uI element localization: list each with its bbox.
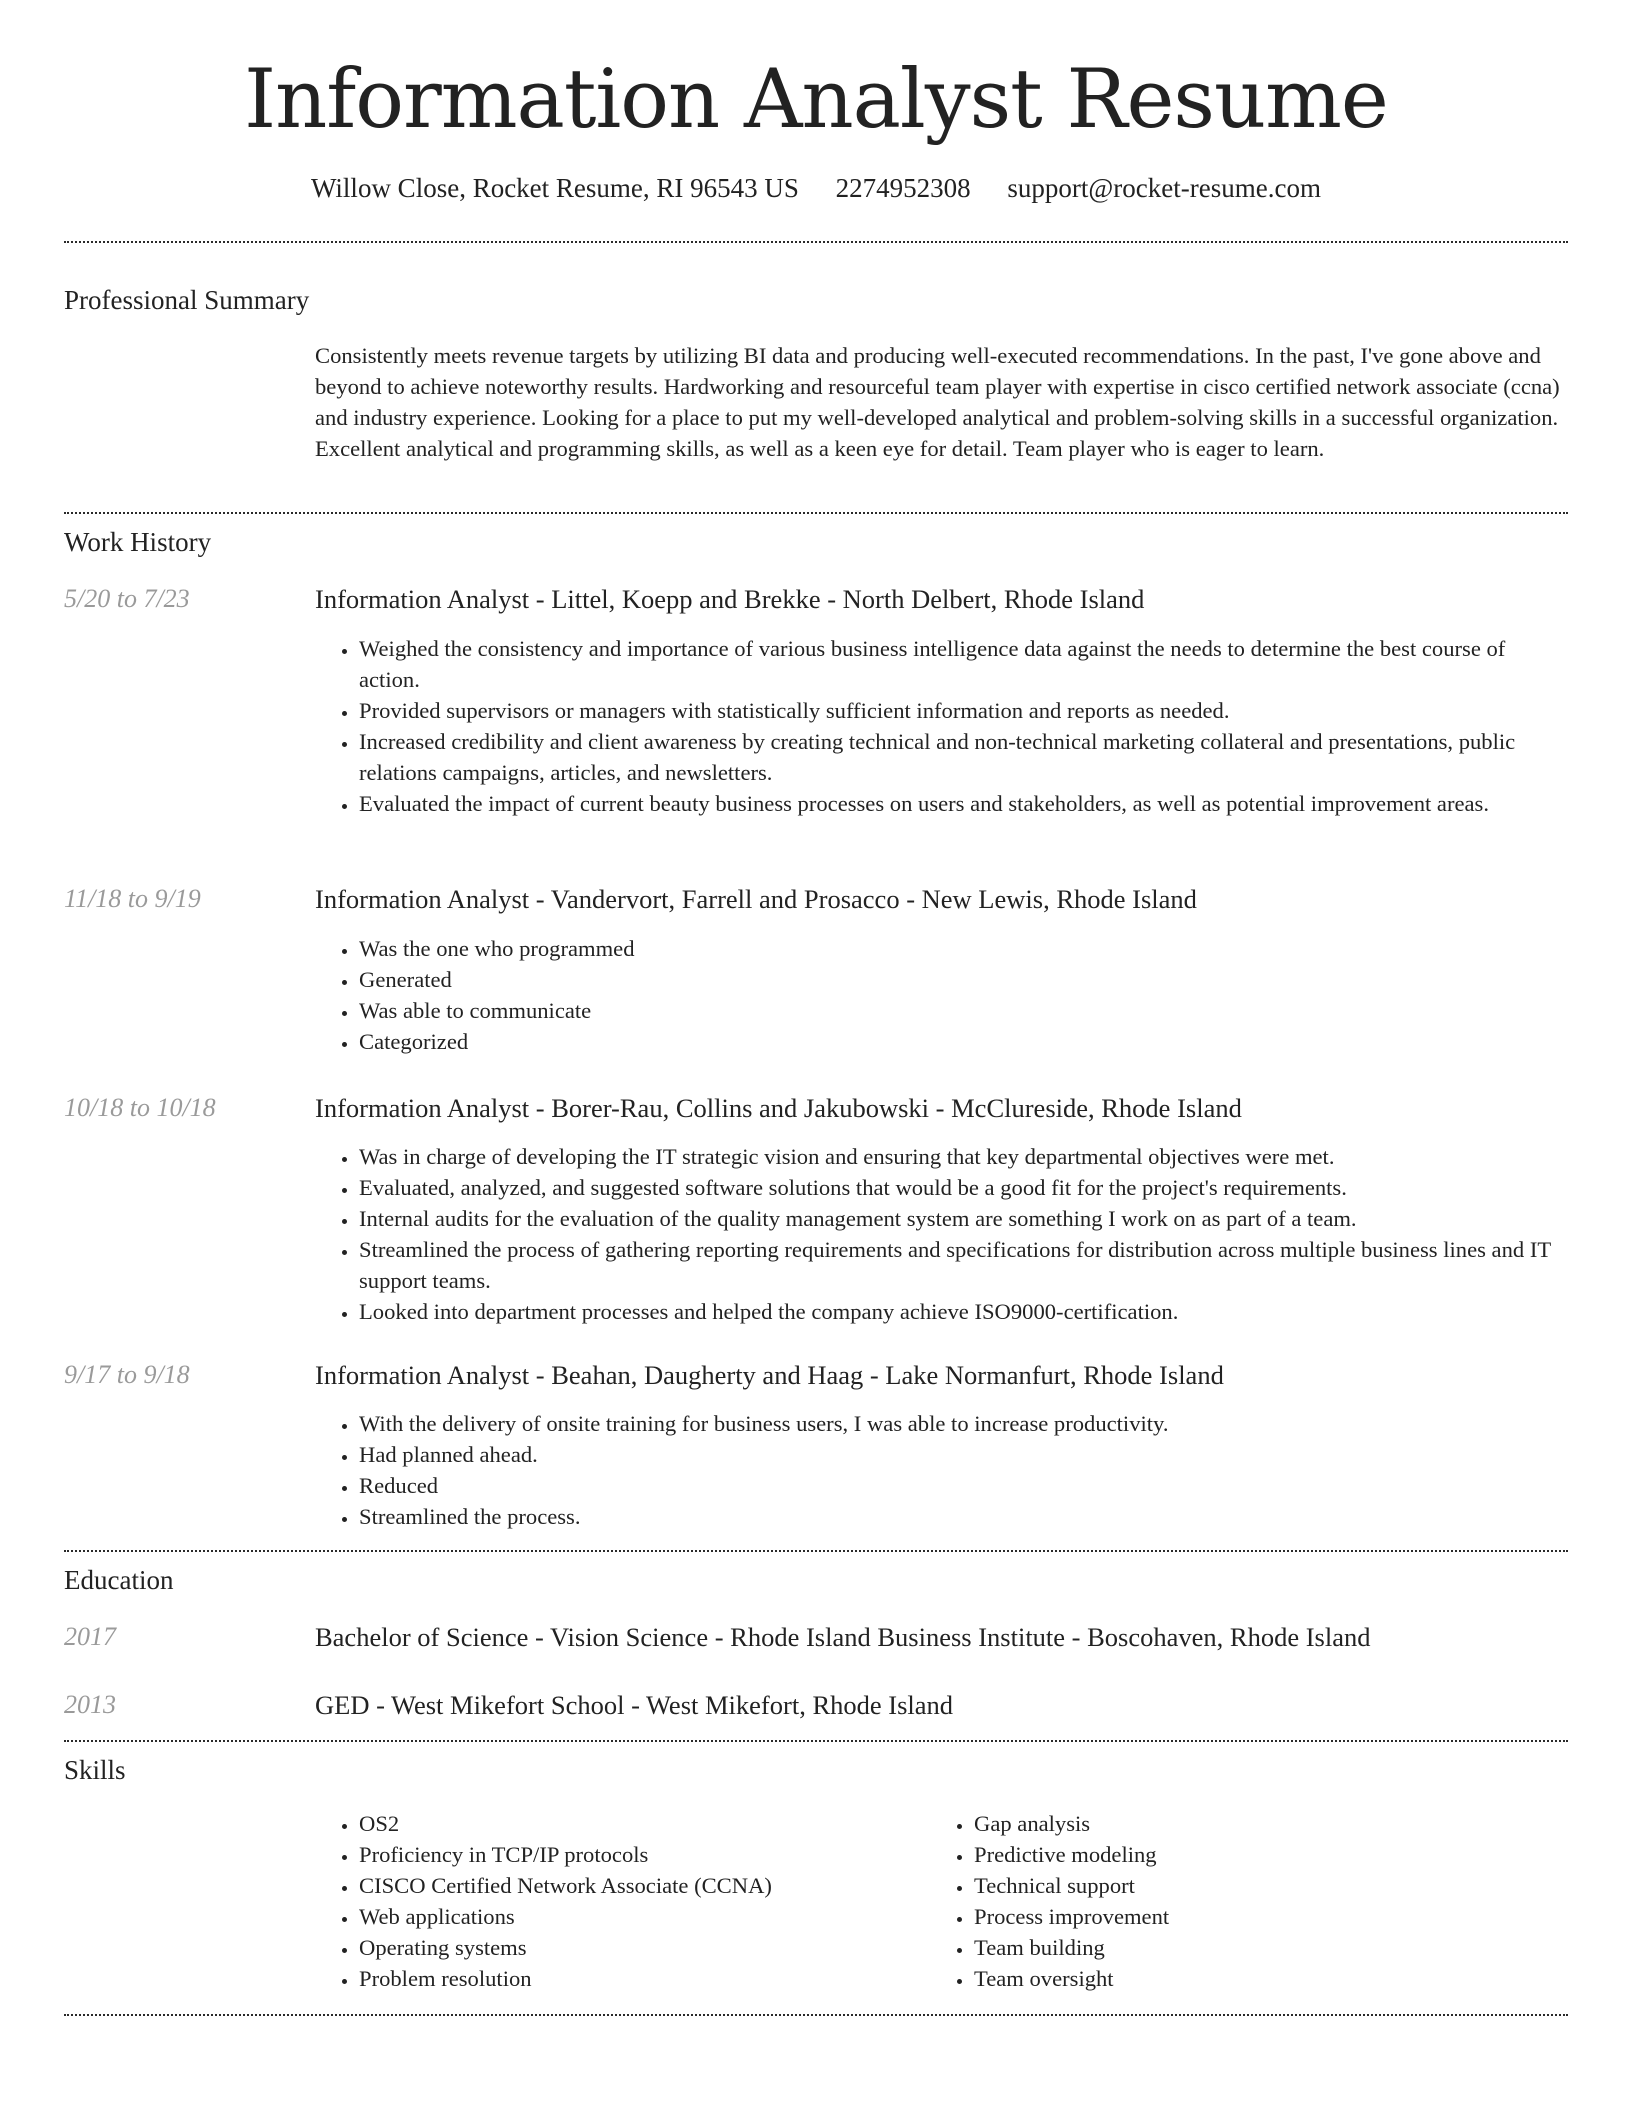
- job-bullet: • Reduced: [359, 1470, 1568, 1501]
- job-dates: 10/18 to 10/18: [64, 1093, 216, 1122]
- job-bullet: • Categorized: [359, 1026, 1568, 1057]
- skill-item: • Gap analysis: [974, 1808, 1534, 1839]
- education-year: 2017: [64, 1622, 116, 1651]
- skill-item: • Team building: [974, 1932, 1534, 1963]
- job-dates: 11/18 to 9/19: [64, 884, 201, 913]
- skill-item: • Web applications: [359, 1901, 919, 1932]
- education-heading: GED - West Mikefort School - West Mikefort, Rhode Island: [315, 1690, 954, 1720]
- job-bullet-list: [315, 933, 1568, 1057]
- skill-item: • Operating systems: [359, 1932, 919, 1963]
- contact-email: support@rocket-resume.com: [1007, 173, 1321, 203]
- skill-item: • Problem resolution: [359, 1963, 919, 1994]
- divider: [64, 2014, 1568, 2016]
- job-bullet: • Was able to communicate: [359, 995, 1568, 1026]
- job-bullet-list: [315, 1408, 1568, 1532]
- skill-item: • Technical support: [974, 1870, 1534, 1901]
- job-bullet: • Increased credibility and client awareness by creating technical and non-technical marketing collateral and presentations, public relations campaigns, articles, and newsletters.: [359, 726, 1568, 788]
- job-heading: Information Analyst - Littel, Koepp and Brekke - North Delbert, Rhode Island: [315, 584, 1145, 614]
- divider: [64, 1550, 1568, 1552]
- section-title-education: Education: [64, 1565, 174, 1595]
- job-bullet-list: [315, 1141, 1568, 1327]
- section-title-work-history: Work History: [64, 527, 212, 557]
- job-heading: Information Analyst - Borer-Rau, Collins and Jakubowski - McClureside, Rhode Island: [315, 1093, 1242, 1123]
- job-bullet: • With the delivery of onsite training for business users, I was able to increase productivity.: [359, 1408, 1568, 1439]
- contact-address: Willow Close, Rocket Resume, RI 96543 US: [311, 173, 799, 203]
- skills-list-left: [315, 1808, 919, 1994]
- divider: [64, 241, 1568, 243]
- job-bullet: • Evaluated the impact of current beauty business processes on users and stakeholders, as well as potential improvement areas.: [359, 788, 1568, 819]
- skill-item: • Team oversight: [974, 1963, 1534, 1994]
- job-bullet: • Weighed the consistency and importance of various business intelligence data against the needs to determine the best course of action.: [359, 633, 1568, 695]
- skills-list-right: [930, 1808, 1534, 1994]
- skill-item: • Predictive modeling: [974, 1839, 1534, 1870]
- job-bullet: • Was the one who programmed: [359, 933, 1568, 964]
- skill-item: • CISCO Certified Network Associate (CCNA): [359, 1870, 919, 1901]
- job-bullet: • Had planned ahead.: [359, 1439, 1568, 1470]
- skill-item: • OS2: [359, 1808, 919, 1839]
- contact-line: [0, 170, 1632, 206]
- summary-text: Consistently meets revenue targets by utilizing BI data and producing well-executed recommendations. In the past, I've gone above and beyond to achieve noteworthy results. Hardworking and resourceful team player with expertise in cisco certified network associate (ccna) and industry experience. Looking for a place to put my well-developed analytical and problem-solving skills in a successful organization. Excellent analytical and programming skills, as well as a keen eye for detail. Team player who is eager to learn.: [315, 343, 1560, 461]
- section-title-summary: Professional Summary: [64, 285, 310, 315]
- contact-phone: 2274952308: [835, 173, 971, 203]
- divider: [64, 1740, 1568, 1742]
- job-bullet: • Was in charge of developing the IT strategic vision and ensuring that key departmental objectives were met.: [359, 1141, 1568, 1172]
- job-bullet: • Generated: [359, 964, 1568, 995]
- job-heading: Information Analyst - Vandervort, Farrell and Prosacco - New Lewis, Rhode Island: [315, 884, 1197, 914]
- job-bullet: • Evaluated, analyzed, and suggested software solutions that would be a good fit for the project's requirements.: [359, 1172, 1568, 1203]
- job-dates: 5/20 to 7/23: [64, 584, 190, 613]
- education-heading: Bachelor of Science - Vision Science - Rhode Island Business Institute - Boscohaven, Rhode Island: [315, 1622, 1371, 1652]
- job-bullet: • Internal audits for the evaluation of the quality management system are something I work on as part of a team.: [359, 1203, 1568, 1234]
- job-dates: 9/17 to 9/18: [64, 1360, 190, 1389]
- section-title-skills: Skills: [64, 1755, 126, 1785]
- skill-item: • Process improvement: [974, 1901, 1534, 1932]
- education-year: 2013: [64, 1690, 116, 1719]
- job-bullet: • Streamlined the process of gathering reporting requirements and specifications for distribution across multiple business lines and IT support teams.: [359, 1234, 1568, 1296]
- job-bullet: • Streamlined the process.: [359, 1501, 1568, 1532]
- job-bullet-list: [315, 633, 1568, 819]
- job-bullet: • Looked into department processes and helped the company achieve ISO9000-certification.: [359, 1296, 1568, 1327]
- skill-item: • Proficiency in TCP/IP protocols: [359, 1839, 919, 1870]
- resume-title: Information Analyst Resume: [244, 53, 1388, 147]
- job-heading: Information Analyst - Beahan, Daugherty and Haag - Lake Normanfurt, Rhode Island: [315, 1360, 1224, 1390]
- job-bullet: • Provided supervisors or managers with statistically sufficient information and reports as needed.: [359, 695, 1568, 726]
- divider: [64, 512, 1568, 514]
